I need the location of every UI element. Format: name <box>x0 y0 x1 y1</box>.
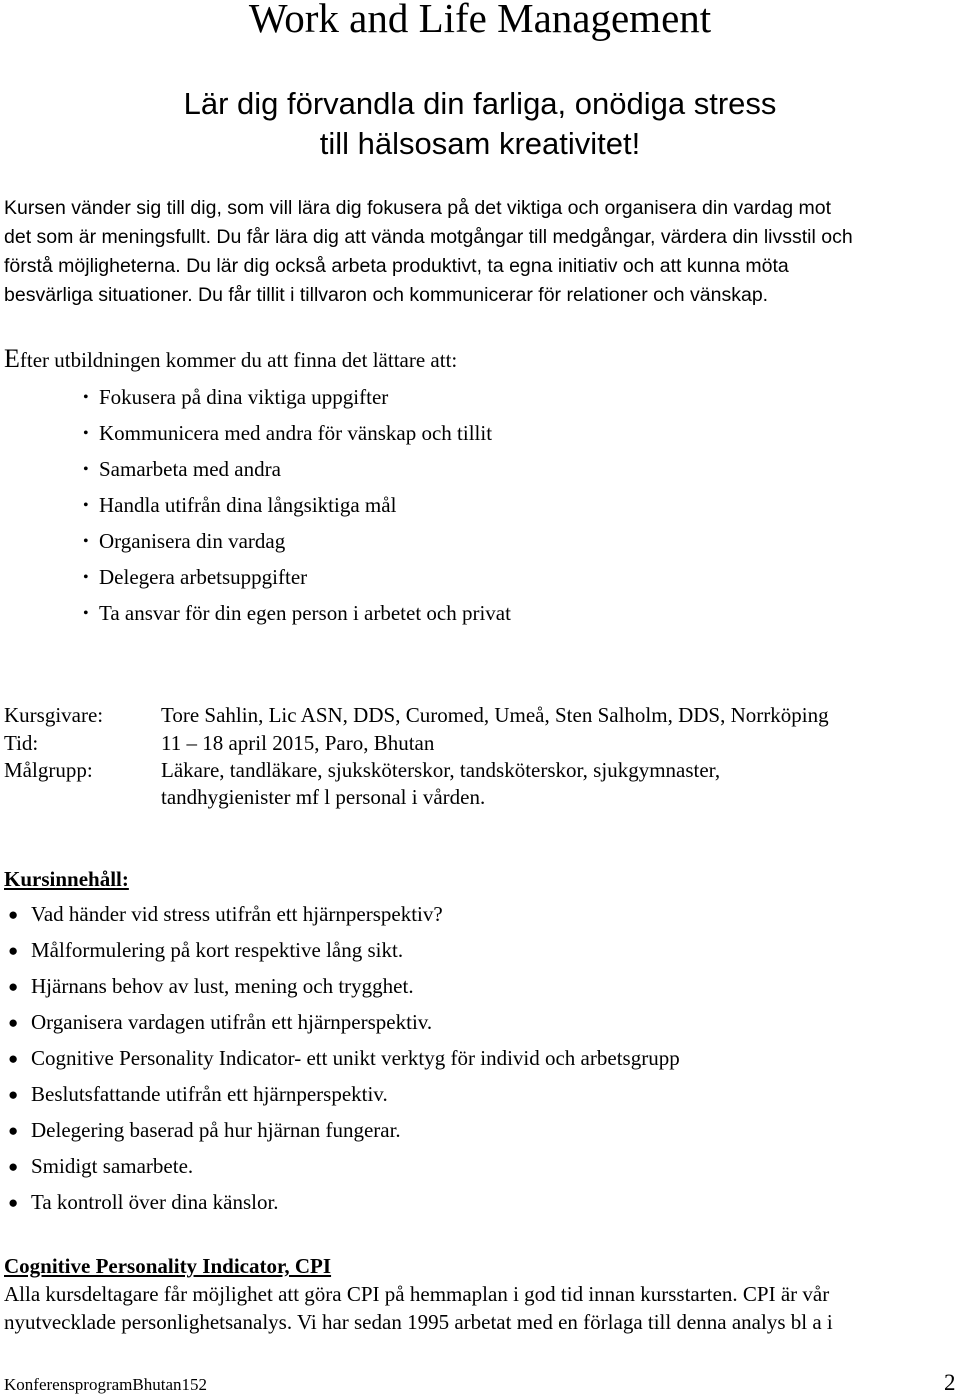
content-item-text: Organisera vardagen utifrån ett hjärnperspektiv. <box>31 1010 433 1034</box>
content-item-text: Ta kontroll över dina känslor. <box>31 1190 279 1214</box>
cpi-text-line-1: Alla kursdeltagare får möjlighet att göra CPI på hemmaplan i god tid innan kursstarten. CPI är vår <box>4 1282 830 1306</box>
after-list-item <box>83 454 281 485</box>
content-item-text: Hjärnans behov av lust, mening och trygghet. <box>31 974 414 998</box>
intro-line: Kursen vänder sig till dig, som vill lära dig fokusera på det viktiga och organisera din vardag mot <box>4 197 832 219</box>
bullet-icon: ● <box>8 977 19 996</box>
after-item-text: Samarbeta med andra <box>99 457 281 481</box>
malgrupp-label: Målgrupp: <box>4 758 93 782</box>
after-training-heading <box>4 344 457 375</box>
content-item-text: Vad händer vid stress utifrån ett hjärnperspektiv? <box>31 902 443 926</box>
bullet-icon: ● <box>8 1013 19 1032</box>
bullet-icon: • <box>83 569 89 586</box>
subtitle-line-2: till hälsosam kreativitet! <box>319 126 641 161</box>
bullet-icon: ● <box>8 1121 19 1140</box>
after-item-text: Kommunicera med andra för vänskap och tillit <box>99 421 493 445</box>
after-heading-text: fter utbildningen kommer du att finna det lättare att: <box>19 348 458 372</box>
after-item-text: Handla utifrån dina långsiktiga mål <box>99 493 397 517</box>
content-item-text: Smidigt samarbete. <box>31 1154 194 1178</box>
malgrupp-value-line-2: tandhygienister mf l personal i vården. <box>161 785 486 809</box>
bullet-icon: • <box>83 461 89 478</box>
bullet-icon: ● <box>8 1157 19 1176</box>
after-list-item <box>83 562 307 593</box>
tid-label: Tid: <box>4 731 39 755</box>
bullet-icon: ● <box>8 1193 19 1212</box>
after-item-text: Fokusera på dina viktiga uppgifter <box>99 385 389 409</box>
content-list-item <box>8 1007 432 1038</box>
kursgivare-value: Tore Sahlin, Lic ASN, DDS, Curomed, Umeå, Sten Salholm, DDS, Norrköping <box>161 703 829 727</box>
content-item-text: Beslutsfattande utifrån ett hjärnperspektiv. <box>31 1082 388 1106</box>
content-list-item <box>8 935 403 966</box>
content-list-item <box>8 899 443 930</box>
bullet-icon: ● <box>8 1049 19 1068</box>
bullet-icon: ● <box>8 941 19 960</box>
after-list-item <box>83 526 285 557</box>
content-list-item <box>8 1187 279 1218</box>
content-item-text: Cognitive Personality Indicator- ett unikt verktyg för individ och arbetsgrupp <box>31 1046 680 1070</box>
after-list-item <box>83 598 511 629</box>
content-list-item <box>8 971 414 1002</box>
bullet-icon: ● <box>8 1085 19 1104</box>
kursgivare-label: Kursgivare: <box>4 703 104 727</box>
cpi-heading: Cognitive Personality Indicator, CPI <box>4 1254 332 1278</box>
cpi-text-line-2: nyutvecklade personlighetsanalys. Vi har sedan 1995 arbetat med en förlaga till denna analys bl a i <box>4 1310 833 1334</box>
content-list-item <box>8 1115 401 1146</box>
malgrupp-value-line-1: Läkare, tandläkare, sjuksköterskor, tandsköterskor, sjukgymnaster, <box>161 758 721 782</box>
course-content-heading: Kursinnehåll: <box>4 867 129 891</box>
page-number: 2 <box>944 1370 956 1395</box>
footer-filename: KonferensprogramBhutan152 <box>4 1375 208 1394</box>
intro-paragraph <box>4 194 959 310</box>
content-item-text: Målformulering på kort respektive lång sikt. <box>31 938 404 962</box>
bullet-icon: • <box>83 497 89 514</box>
bullet-icon: ● <box>8 905 19 924</box>
subtitle-line-1: Lär dig förvandla din farliga, onödiga stress <box>183 86 777 121</box>
intro-line: besvärliga situationer. Du får tillit i tillvaron och kommunicerar för relationer och vänskap. <box>4 284 769 306</box>
intro-line: det som är meningsfullt. Du får lära dig att vända motgångar till medgångar, värdera din livsstil och <box>4 226 853 248</box>
bullet-icon: • <box>83 533 89 550</box>
after-item-text: Organisera din vardag <box>99 529 286 553</box>
content-item-text: Delegering baserad på hur hjärnan fungerar. <box>31 1118 401 1142</box>
bullet-icon: • <box>83 389 89 406</box>
after-item-text: Delegera arbetsuppgifter <box>99 565 308 589</box>
tid-value: 11 – 18 april 2015, Paro, Bhutan <box>161 731 435 755</box>
content-list-item <box>8 1079 388 1110</box>
bullet-icon: • <box>83 605 89 622</box>
after-item-text: Ta ansvar för din egen person i arbetet och privat <box>99 601 511 625</box>
after-heading-initial: E <box>4 344 20 373</box>
page-title: Work and Life Management <box>248 0 712 41</box>
content-list-item <box>8 1151 193 1182</box>
content-list-item <box>8 1043 680 1074</box>
intro-line: förstå möjligheterna. Du lär dig också arbeta produktivt, ta egna initiativ och att kunna möta <box>4 255 789 277</box>
after-list-item <box>83 490 396 521</box>
after-list-item <box>83 382 388 413</box>
bullet-icon: • <box>83 425 89 442</box>
after-list-item <box>83 418 492 449</box>
